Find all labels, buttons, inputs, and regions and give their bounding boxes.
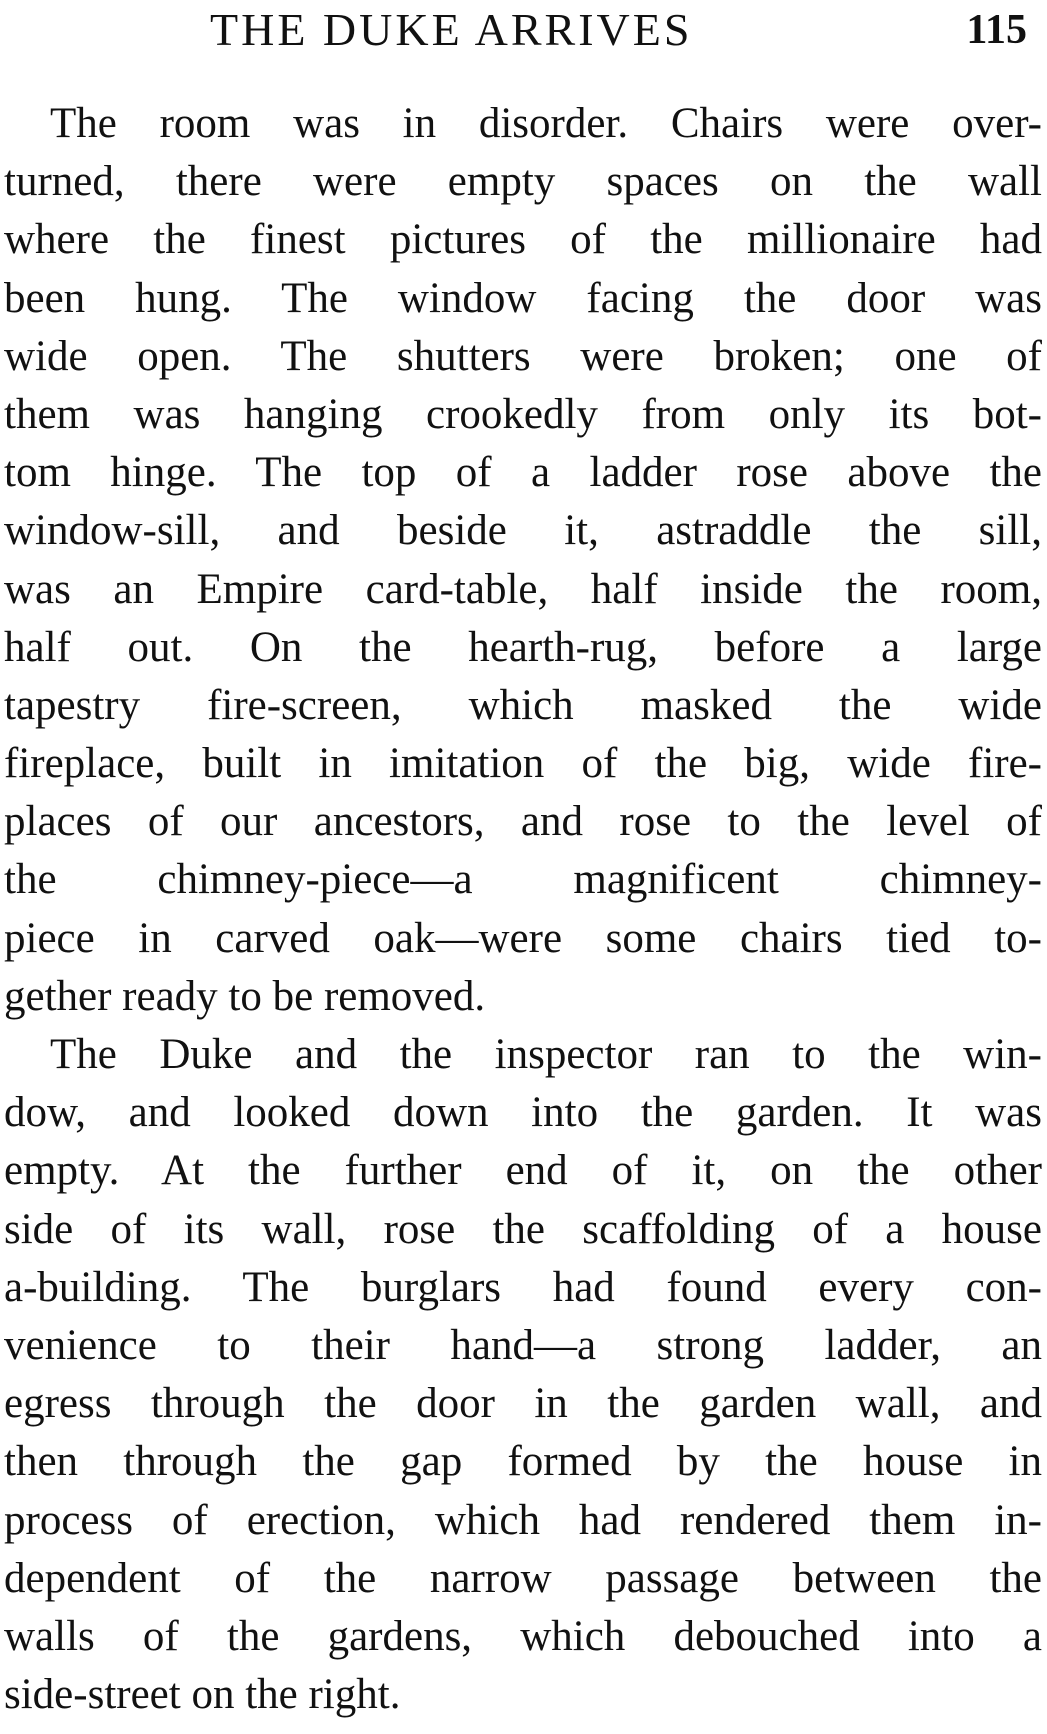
text-line: a-building. The burglars had found every con- xyxy=(4,1263,1042,1311)
text-line: turned, there were empty spaces on the wall xyxy=(4,158,1042,206)
text-line: tapestry fire-screen, which masked the wide xyxy=(4,681,1042,729)
text-line: side-street on the right. xyxy=(4,1671,401,1719)
text-line: was an Empire card-table, half inside the room, xyxy=(4,565,1042,613)
text-line: them was hanging crookedly from only its bot- xyxy=(4,390,1042,438)
text-line: dependent of the narrow passage between the xyxy=(4,1554,1042,1602)
text-line: The room was in disorder. Chairs were over- xyxy=(50,100,1042,147)
text-line: window-sill, and beside it, astraddle the sill, xyxy=(4,507,1042,555)
text-line: venience to their hand—a strong ladder, an xyxy=(4,1321,1042,1369)
text-line: gether ready to be removed. xyxy=(4,972,486,1020)
text-line: tom hinge. The top of a ladder rose above the xyxy=(4,449,1042,497)
text-line: where the finest pictures of the millionaire had xyxy=(4,216,1042,264)
text-line: walls of the gardens, which debouched into a xyxy=(4,1612,1042,1660)
text-line: egress through the door in the garden wall, and xyxy=(4,1380,1042,1428)
page-number: 115 xyxy=(966,7,1027,53)
text-line: the chimney-piece—a magnificent chimney- xyxy=(4,856,1042,904)
text-line: wide open. The shutters were broken; one of xyxy=(4,332,1042,380)
text-line: dow, and looked down into the garden. It was xyxy=(4,1089,1042,1137)
text-line: been hung. The window facing the door was xyxy=(4,274,1042,322)
text-line: then through the gap formed by the house in xyxy=(4,1438,1042,1486)
text-line: side of its wall, rose the scaffolding of a house xyxy=(4,1205,1042,1253)
text-line: piece in carved oak—were some chairs tied to- xyxy=(4,914,1042,962)
text-line: half out. On the hearth-rug, before a large xyxy=(4,623,1042,671)
text-line: process of erection, which had rendered them in- xyxy=(4,1496,1042,1544)
text-line: fireplace, built in imitation of the big, wide fire- xyxy=(4,740,1042,788)
text-line: The Duke and the inspector ran to the win- xyxy=(50,1031,1042,1078)
text-line: empty. At the further end of it, on the other xyxy=(4,1147,1042,1195)
running-head xyxy=(0,4,1047,64)
chapter-title: THE DUKE ARRIVES xyxy=(210,4,693,55)
text-line: places of our ancestors, and rose to the level of xyxy=(4,798,1042,846)
paragraph xyxy=(4,95,1042,1026)
body-text xyxy=(4,95,1042,1724)
paragraph xyxy=(4,1026,1042,1724)
